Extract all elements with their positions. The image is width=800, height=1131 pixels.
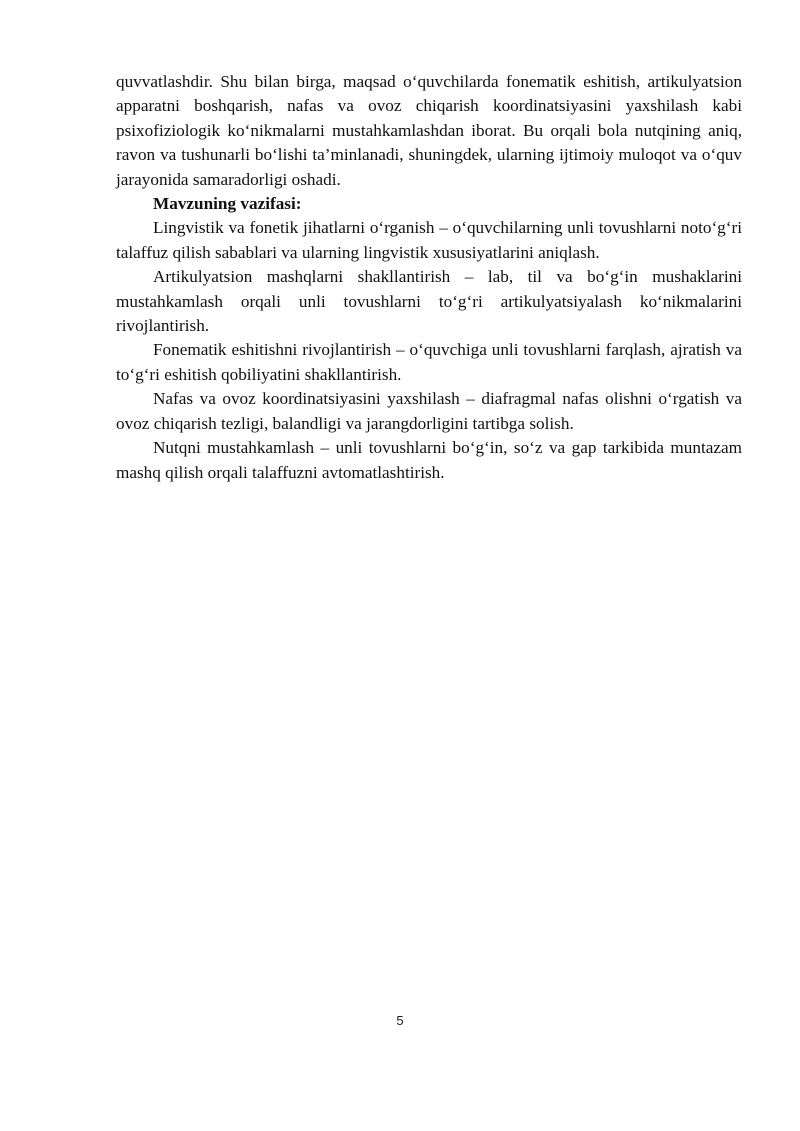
page-number: 5 — [396, 1013, 404, 1028]
task-paragraph-2: Artikulyatsion mashqlarni shakllantirish – lab, til va bo‘g‘in mushaklarini mustahkamlash orqali unli tovushlarni to‘g‘ri artikulyatsiyalash ko‘nikmalarini rivojlantirish. — [116, 267, 742, 336]
task-paragraph-5: Nutqni mustahkamlash – unli tovushlarni bo‘g‘in, so‘z va gap tarkibida muntazam mashq qilish orqali talaffuzni avtomatlashtirish. — [116, 438, 742, 482]
task-paragraph-4: Nafas va ovoz koordinatsiyasini yaxshilash – diafragmal nafas olishni o‘rgatish va ovoz chiqarish tezligi, balandligi va jarangdorligini tartibga solish. — [116, 389, 742, 433]
intro-paragraph: quvvatlashdir. Shu bilan birga, maqsad o‘quvchilarda fonematik eshitish, artikulyatsion apparatni boshqarish, nafas va ovoz chiqarish koordinatsiyasini yaxshilash kabi psixofiziologik ko‘nikmalarni mustahkamlashdan iborat. Bu orqali bola nutqining aniq, ravon va tushunarli bo‘lishi ta’minlanadi, shuningdek, ularning ijtimoiy muloqot va o‘quv jarayonida samaradorligi oshadi. — [116, 72, 742, 189]
section-heading: Mavzuning vazifasi: — [153, 194, 302, 214]
task-paragraph-3: Fonematik eshitishni rivojlantirish – o‘quvchiga unli tovushlarni farqlash, ajratish va to‘g‘ri eshitish qobiliyatini shakllantirish. — [116, 340, 742, 384]
task-paragraph-1: Lingvistik va fonetik jihatlarni o‘rganish – o‘quvchilarning unli tovushlarni noto‘g‘ri talaffuz qilish sabablari va ularning lingvistik xususiyatlarini aniqlash. — [116, 218, 742, 262]
page-body — [116, 70, 742, 485]
